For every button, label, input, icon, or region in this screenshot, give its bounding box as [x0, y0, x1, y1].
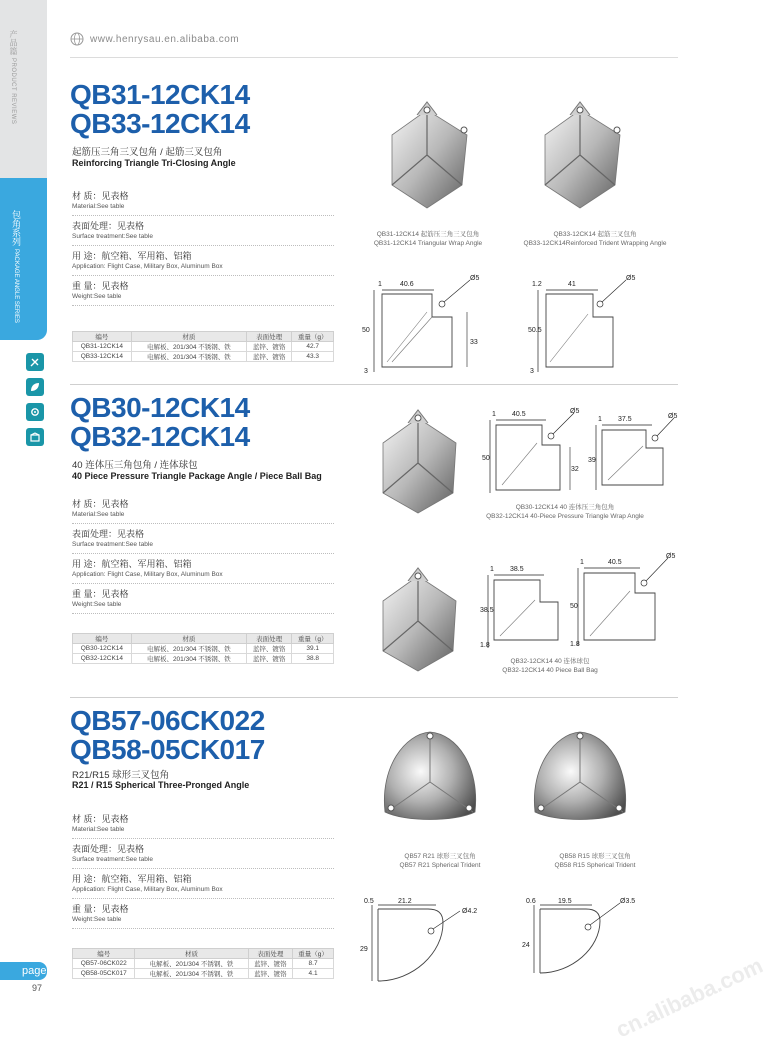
table-row: QB31-12CK14 电解板、201/304 不锈钢、铁 蓝锌、镀铬 42.7 — [73, 342, 334, 352]
svg-text:1: 1 — [598, 416, 602, 423]
section3-model-2: QB58-05CK017 — [70, 734, 265, 765]
section1-spec-application: 用 途：航空箱、军用箱、铝箱 Application: Flight Case, Military Box, Aluminum Box — [72, 250, 334, 276]
rail-top-en: PRODUCT REVIEWS — [10, 58, 16, 125]
svg-text:40.5: 40.5 — [608, 559, 622, 566]
section-divider — [70, 384, 678, 385]
section3-spec-material: 材 质：见表格 Material:See table — [72, 813, 334, 839]
rail-top-cn: 产品篇 — [9, 30, 18, 56]
rail-section-label — [10, 210, 23, 322]
package-icon[interactable] — [26, 428, 44, 446]
table-row: QB30-12CK14 电解板、201/304 不锈钢、铁 蓝锌、镀铬 39.1 — [73, 644, 334, 654]
svg-text:38.5: 38.5 — [480, 607, 494, 614]
svg-text:1: 1 — [490, 566, 494, 573]
gear-icon[interactable] — [26, 403, 44, 421]
section2-spec-table: 编号 材质 表面处理 重量（g） QB30-12CK14 电解板、201/304 不锈钢、铁 蓝锌、镀铬 39.1 QB32-12CK14 电解板、201/304 不锈钢、铁 蓝锌、镀铬 38.8 — [72, 633, 334, 664]
section3-caption-1: QB57 R21 球形三叉包角 QB57 R21 Spherical Trident — [399, 853, 481, 869]
svg-text:50.5: 50.5 — [528, 327, 542, 334]
svg-text:50: 50 — [570, 603, 578, 610]
rail-top-label — [8, 30, 19, 125]
header-divider — [70, 57, 678, 58]
drawing-qb31 — [362, 272, 492, 382]
tools-icon[interactable] — [26, 353, 44, 371]
section-divider — [70, 697, 678, 698]
section1-caption-1: QB31-12CK14 起筋压三角三叉包角 QB31-12CK14 Triangular Wrap Angle — [373, 231, 483, 247]
svg-text:Ø5: Ø5 — [570, 408, 580, 415]
svg-text:37.5: 37.5 — [618, 416, 632, 423]
rail-section-block — [0, 178, 47, 340]
svg-text:1: 1 — [378, 281, 382, 288]
section2-model-2: QB32-12CK14 — [70, 421, 250, 452]
svg-text:0.5: 0.5 — [364, 898, 374, 905]
svg-text:3: 3 — [530, 368, 534, 375]
section1-model-2: QB33-12CK14 — [70, 108, 250, 139]
section3-spec-weight: 重 量：见表格 Weight:See table — [72, 903, 334, 929]
watermark: cn.alibaba.com — [611, 952, 767, 1043]
drawing-qb33 — [528, 272, 648, 382]
leaf-icon[interactable] — [26, 378, 44, 396]
svg-text:50: 50 — [482, 455, 490, 462]
product-photo-qb33 — [525, 100, 635, 215]
drawing-qb57 — [358, 893, 488, 988]
svg-text:21.2: 21.2 — [398, 898, 412, 905]
section2-spec-material: 材 质：见表格 Material:See table — [72, 498, 334, 524]
section2-name-cn: 40 连体压三角包角 / 连体球包 — [72, 460, 198, 471]
svg-text:33: 33 — [470, 339, 478, 346]
svg-text:24: 24 — [522, 942, 530, 949]
section2-caption-2: QB32-12CK14 40 连体球包 QB32-12CK14 40 Piece Ball Bag — [502, 658, 598, 674]
svg-text:Ø5: Ø5 — [668, 413, 678, 420]
drawing-qb32 — [480, 560, 570, 655]
table-row: QB33-12CK14 电解板、201/304 不锈钢、铁 蓝锌、镀铬 43.3 — [73, 352, 334, 362]
section1-spec-material: 材 质：见表格 Material:See table — [72, 190, 334, 216]
rail-section-en: PACKAGE ANGLE SERIES — [13, 248, 19, 323]
svg-text:41: 41 — [568, 281, 576, 288]
svg-text:19.5: 19.5 — [558, 898, 572, 905]
product-photo-qb58 — [525, 722, 635, 837]
table-row: QB32-12CK14 电解板、201/304 不锈钢、铁 蓝锌、镀铬 38.8 — [73, 654, 334, 664]
section1-caption-2: QB33-12CK14 起筋三叉包角 QB33-12CK14Reinforced Trident Wrapping Angle — [523, 231, 667, 247]
svg-text:1: 1 — [492, 411, 496, 418]
table-row: QB58-05CK017 电解板、201/304 不锈钢、铁 蓝锌、镀铬 4.1 — [73, 969, 334, 979]
drawing-qb58 — [520, 893, 650, 988]
section2-spec-surface: 表面处理：见表格 Surface treatment:See table — [72, 528, 334, 554]
section2-spec-application: 用 途：航空箱、军用箱、铝箱 Application: Flight Case, Military Box, Aluminum Box — [72, 558, 334, 584]
section1-spec-table: 编号 材质 表面处理 重量（g） QB31-12CK14 电解板、201/304 不锈钢、铁 蓝锌、镀铬 42.7 QB33-12CK14 电解板、201/304 不锈钢、铁 蓝锌、镀铬 43.3 — [72, 331, 334, 362]
section1-spec-weight: 重 量：见表格 Weight:See table — [72, 280, 334, 306]
section3-name-en: R21 / R15 Spherical Three-Pronged Angle — [72, 780, 250, 790]
svg-text:38.5: 38.5 — [510, 566, 524, 573]
section1-name-en: Reinforcing Triangle Tri-Closing Angle — [72, 158, 236, 168]
svg-text:Ø4.2: Ø4.2 — [462, 908, 478, 915]
section3-model-1: QB57-06CK022 — [70, 705, 265, 736]
globe-icon — [70, 32, 84, 46]
svg-text:3: 3 — [364, 368, 368, 375]
product-photo-qb30 — [368, 408, 468, 518]
section1-model-1: QB31-12CK14 — [70, 79, 250, 110]
drawing-qb30 — [482, 405, 582, 500]
svg-text:Ø5: Ø5 — [470, 275, 480, 282]
page-number: 97 — [32, 983, 43, 993]
page-tab: page — [0, 962, 47, 980]
svg-text:Ø3.5: Ø3.5 — [620, 898, 636, 905]
product-photo-qb31 — [372, 100, 482, 215]
svg-text:32: 32 — [571, 466, 579, 473]
svg-text:Ø5: Ø5 — [666, 553, 676, 560]
section3-spec-surface: 表面处理：见表格 Surface treatment:See table — [72, 843, 334, 869]
product-photo-qb57 — [375, 722, 485, 837]
svg-text:1.2: 1.2 — [532, 281, 542, 288]
svg-text:40.6: 40.6 — [400, 281, 414, 288]
section1-name-cn: 起筋压三角三叉包角 / 起筋三叉包角 — [72, 147, 223, 158]
svg-text:40.5: 40.5 — [512, 411, 526, 418]
rail-section-cn: 包角系列 — [11, 210, 21, 246]
svg-text:0.6: 0.6 — [526, 898, 536, 905]
product-photo-qb32 — [368, 566, 468, 676]
section2-model-1: QB30-12CK14 — [70, 392, 250, 423]
svg-text:1: 1 — [580, 559, 584, 566]
section1-spec-surface: 表面处理：见表格 Surface treatment:See table — [72, 220, 334, 246]
svg-text:39: 39 — [588, 457, 596, 464]
drawing-qb32-alt — [570, 548, 680, 653]
drawing-qb30-alt — [588, 410, 683, 498]
svg-text:1.8: 1.8 — [480, 642, 490, 649]
url-text: www.henrysau.en.alibaba.com — [90, 33, 240, 45]
section3-name-cn: R21/R15 球形三叉包角 — [72, 770, 170, 781]
section2-caption-1: QB30-12CK14 40 连体压三角包角 QB32-12CK14 40-Piece Pressure Triangle Wrap Angle — [486, 504, 644, 520]
svg-text:29: 29 — [360, 946, 368, 953]
section3-spec-table: 编号 材质 表面处理 重量（g） QB57-06CK022 电解板、201/304 不锈钢、铁 蓝锌、镀铬 8.7 QB58-05CK017 电解板、201/304 不锈钢、铁 蓝锌、镀铬 4.1 — [72, 948, 334, 979]
svg-text:50: 50 — [362, 327, 370, 334]
section3-spec-application: 用 途：航空箱、军用箱、铝箱 Application: Flight Case, Military Box, Aluminum Box — [72, 873, 334, 899]
section2-name-en: 40 Piece Pressure Triangle Package Angle / Piece Ball Bag — [72, 471, 322, 481]
section3-caption-2: QB58 R15 球形三叉包角 QB58 R15 Spherical Trident — [554, 853, 636, 869]
section2-spec-weight: 重 量：见表格 Weight:See table — [72, 588, 334, 614]
table-row: QB57-06CK022 电解板、201/304 不锈钢、铁 蓝锌、镀铬 8.7 — [73, 959, 334, 969]
header-url[interactable] — [70, 32, 239, 46]
svg-text:1.8: 1.8 — [570, 641, 580, 648]
svg-text:Ø5: Ø5 — [626, 275, 636, 282]
